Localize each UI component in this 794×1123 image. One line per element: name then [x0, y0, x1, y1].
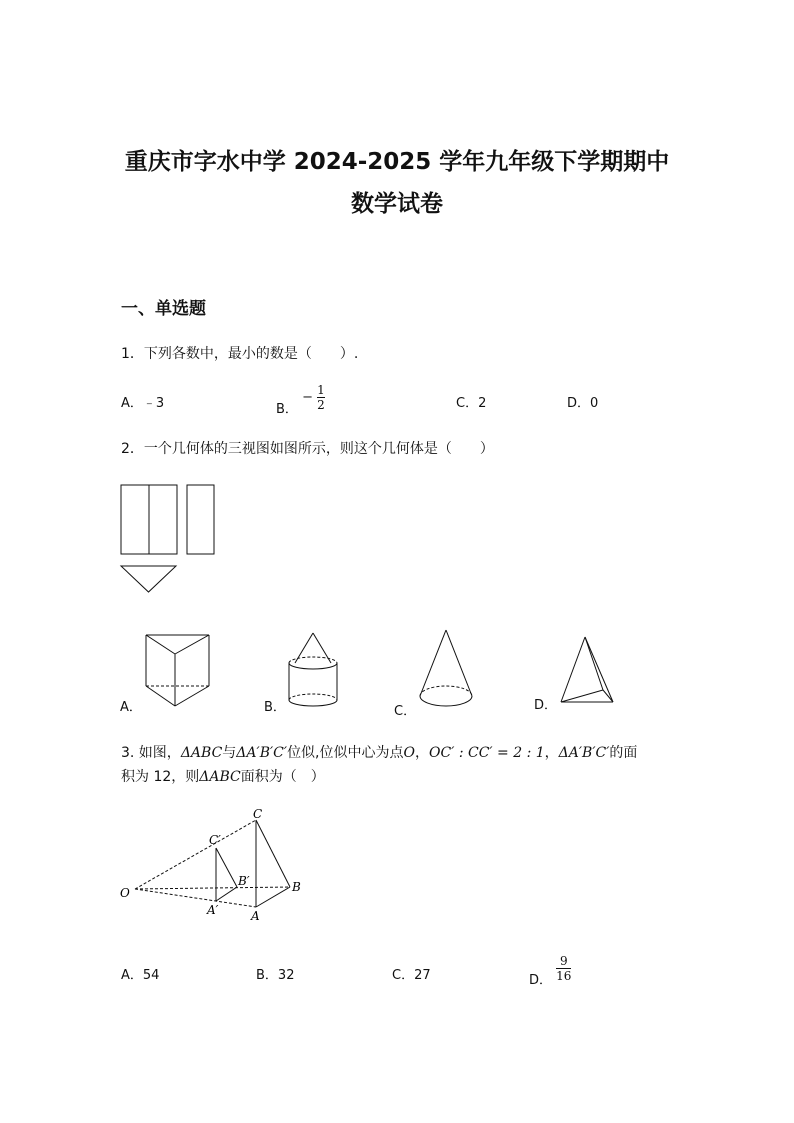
q3-option-b-value: 32	[277, 968, 295, 983]
q3-option-c-value: 27	[414, 968, 431, 983]
page-title-line2: 数学试卷	[351, 191, 443, 217]
q3-text-yu: 与	[222, 745, 237, 761]
q3-point-o: O	[403, 745, 415, 761]
q3-option-d-numerator: 9	[559, 954, 568, 968]
q1-option-b-sign: −	[302, 390, 313, 405]
q2-option-c-label[interactable]: C．	[394, 704, 417, 719]
label-b-prime: B′	[238, 874, 250, 888]
q1-option-b[interactable]	[276, 383, 325, 417]
label-b: B	[292, 880, 301, 894]
q2-option-b-label[interactable]: B．	[264, 700, 286, 715]
side-view-rect	[187, 485, 214, 554]
q3-text-line2b: 面积为（ ）	[240, 769, 325, 785]
q2-figure-a-prism	[138, 630, 218, 712]
q3-ratio: OC′ : CC′ = 2 : 1	[429, 745, 545, 761]
q3-triangle-abc-prime-2: ΔA′B′C′	[558, 745, 610, 761]
label-a: A	[251, 909, 260, 923]
q3-homothety-figure	[115, 806, 315, 930]
q3-text-part2: 位似,位似中心为点	[287, 745, 404, 761]
q3-option-a-label: A．	[121, 968, 143, 983]
q3-option-c-label: C．	[392, 968, 415, 983]
q1-option-c[interactable]	[456, 392, 486, 411]
label-c: C	[253, 807, 263, 821]
question-3-text-line2	[121, 766, 325, 786]
q1-option-a-label: A．	[121, 396, 143, 411]
q1-option-d-value: 0	[590, 396, 599, 411]
q3-text-part1: 3. 如图，	[121, 745, 181, 761]
label-c-prime: C′	[209, 833, 221, 847]
q3-option-b[interactable]	[256, 964, 294, 983]
q3-text-comma: ，	[415, 745, 429, 761]
label-a-prime: A′	[207, 903, 219, 917]
q1-option-c-label: C．	[456, 396, 479, 411]
q1-option-d[interactable]	[567, 392, 598, 411]
q3-text-part3: 的面	[609, 745, 638, 761]
question-2-text: 2．一个几何体的三视图如图所示，则这个几何体是（ ）	[121, 441, 494, 457]
q3-option-a[interactable]	[121, 964, 159, 983]
q3-option-d[interactable]	[529, 954, 572, 988]
q3-option-a-value: 54	[142, 968, 160, 983]
q3-option-c[interactable]	[392, 964, 431, 983]
q3-option-d-fraction	[556, 955, 571, 982]
q1-option-a[interactable]	[121, 392, 164, 411]
q1-option-b-label: B．	[276, 402, 298, 417]
q1-option-b-numerator: 1	[317, 383, 325, 397]
q2-figure-b-cylinder-cone	[284, 628, 342, 712]
q2-option-a-label[interactable]: A．	[120, 700, 142, 715]
q3-option-d-label: D．	[529, 973, 553, 988]
q1-option-a-value: ﹣3	[142, 396, 165, 411]
q2-figure-d-pyramid	[556, 632, 618, 708]
q2-option-d-label[interactable]: D．	[534, 698, 558, 713]
q3-triangle-abc-prime: ΔA′B′C′	[236, 745, 288, 761]
page-title-line1: 重庆市字水中学 2024-2025 学年九年级下学期期中	[124, 149, 670, 175]
q3-text-comma2: ，	[544, 745, 559, 761]
q1-option-c-value: 2	[478, 396, 487, 411]
q1-option-b-fraction	[317, 384, 325, 411]
q3-triangle-abc-2: ΔABC	[199, 769, 241, 785]
q1-option-d-label: D．	[567, 396, 591, 411]
label-o: O	[120, 886, 130, 900]
question-1-text: 1．下列各数中，最小的数是（ ）.	[121, 346, 359, 362]
q3-option-d-denominator: 16	[556, 969, 572, 983]
q1-option-b-denominator: 2	[317, 398, 325, 412]
section-heading-single-choice: 一、单选题	[121, 299, 206, 319]
three-view-figure	[110, 478, 230, 600]
q2-figure-c-cone	[414, 626, 478, 714]
q3-triangle-abc: ΔABC	[180, 745, 223, 761]
question-3-text-line1	[121, 742, 637, 762]
q3-option-b-label: B．	[256, 968, 278, 983]
top-view-triangle	[121, 566, 176, 592]
q3-text-line2a: 积为 12，则	[121, 769, 200, 785]
